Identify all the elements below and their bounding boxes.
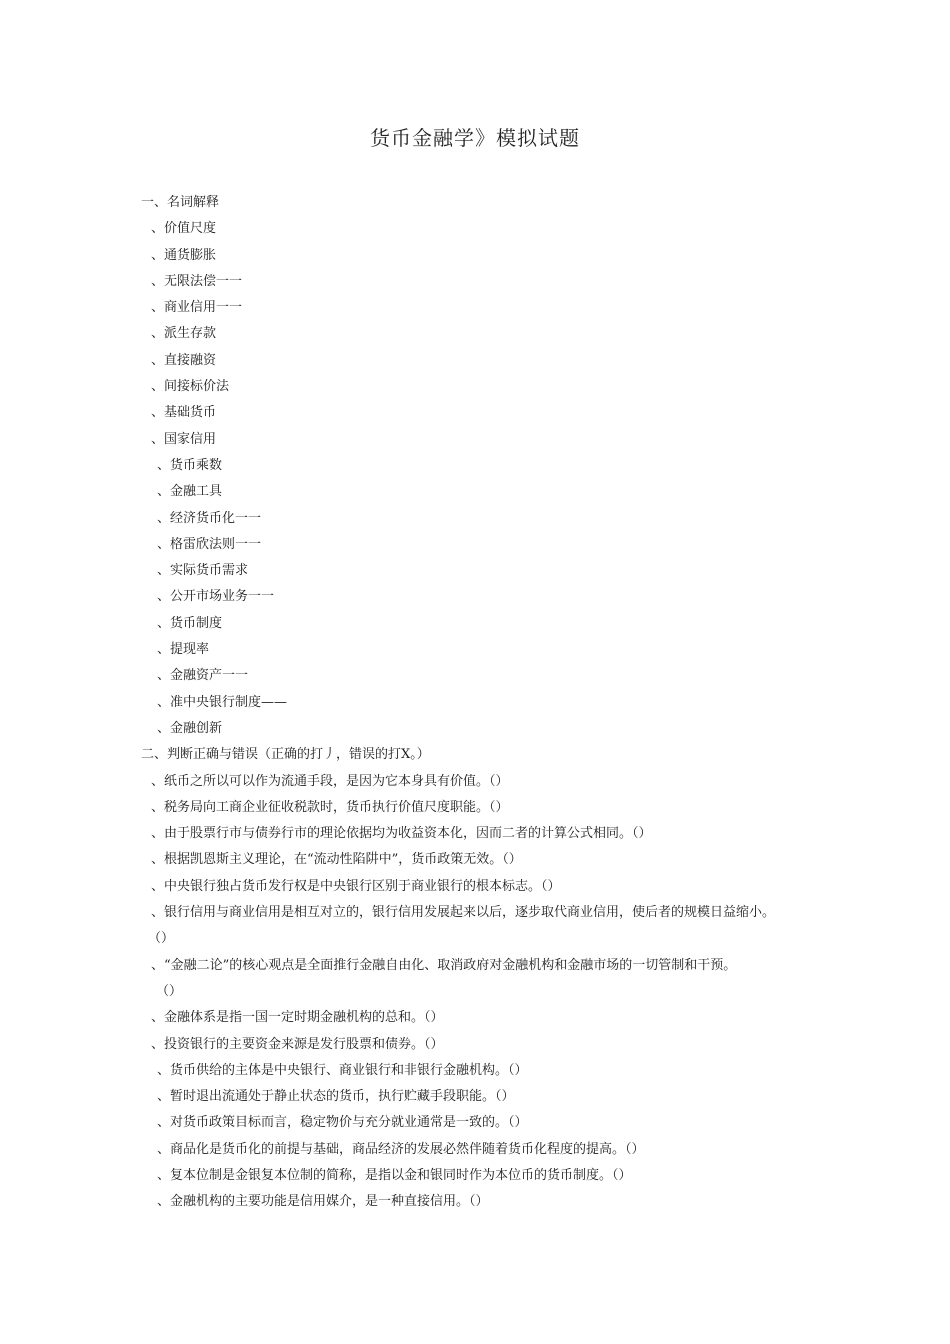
term-item: 、金融工具 xyxy=(157,484,223,500)
term-item: 、价值尺度 xyxy=(151,221,217,237)
term-item: 、货币制度 xyxy=(157,615,223,631)
question-item: 、对货币政策目标而言，稳定物价与充分就业通常是一致的。（） xyxy=(157,1115,528,1131)
question-continuation: （） xyxy=(156,983,183,999)
term-item: 、金融创新 xyxy=(157,720,223,736)
term-item: 、公开市场业务一一 xyxy=(157,589,275,605)
term-item: 、实际货币需求 xyxy=(157,563,249,579)
question-item: 、税务局向工商企业征收税款时，货币执行价值尺度职能。（） xyxy=(151,799,509,815)
term-item: 、无限法偿一一 xyxy=(151,273,243,289)
term-item: 、商业信用一一 xyxy=(151,300,243,316)
section-heading-terms: 一、名词解释 xyxy=(141,195,220,210)
question-item: 、“金融二论”的核心观点是全面推行金融自由化、取消政府对金融机构和金融市场的一切管制和干预。 xyxy=(151,957,737,973)
question-item: 、投资银行的主要资金来源是发行股票和债券。（） xyxy=(151,1036,444,1052)
question-item: 、复本位制是金银复本位制的简称，是指以金和银同时作为本位币的货币制度。（） xyxy=(157,1167,632,1183)
question-continuation: （） xyxy=(148,931,175,947)
document-title: 货币金融学》模拟试题 xyxy=(370,126,580,150)
term-item: 、间接标价法 xyxy=(151,379,230,395)
term-item: 、金融资产一一 xyxy=(157,668,249,684)
term-item: 、格雷欣法则一一 xyxy=(157,536,262,552)
term-item: 、货币乘数 xyxy=(157,457,223,473)
question-item: 、金融机构的主要功能是信用媒介，是一种直接信用。（） xyxy=(157,1194,489,1210)
document-body xyxy=(141,190,831,1216)
term-item: 、派生存款 xyxy=(151,326,217,342)
question-item: 、暂时退出流通处于静止状态的货币，执行贮藏手段职能。（） xyxy=(157,1089,515,1105)
term-item: 、提现率 xyxy=(157,642,210,658)
term-item: 、直接融资 xyxy=(151,352,217,368)
term-item: 、准中央银行制度—— xyxy=(157,694,288,710)
question-item: 、纸币之所以可以作为流通手段，是因为它本身具有价值。（） xyxy=(151,773,509,789)
term-item: 、基础货币 xyxy=(151,405,217,421)
question-item: 、货币供给的主体是中央银行、商业银行和非银行金融机构。（） xyxy=(157,1062,528,1078)
question-item: 、银行信用与商业信用是相互对立的，银行信用发展起来以后，逐步取代商业信用，使后者的规模日益缩小。 xyxy=(151,905,776,921)
term-item: 、国家信用 xyxy=(151,431,217,447)
question-item: 、由于股票行市与债券行市的理论依据均为收益资本化，因而二者的计算公式相同。（） xyxy=(151,826,652,842)
term-item: 、通货膨胀 xyxy=(151,247,217,263)
term-item: 、经济货币化一一 xyxy=(157,510,262,526)
section-heading-true-false: 二、判断正确与错误（正确的打丿，错误的打X。） xyxy=(141,747,430,763)
question-item: 、中央银行独占货币发行权是中央银行区别于商业银行的根本标志。（） xyxy=(151,878,561,894)
question-item: 、商品化是货币化的前提与基础，商品经济的发展必然伴随着货币化程度的提高。（） xyxy=(157,1141,645,1157)
question-item: 、金融体系是指一国一定时期金融机构的总和。（） xyxy=(151,1010,444,1026)
question-item: 、根据凯恩斯主义理论，在“流动性陷阱中”，货币政策无效。（） xyxy=(151,852,522,868)
